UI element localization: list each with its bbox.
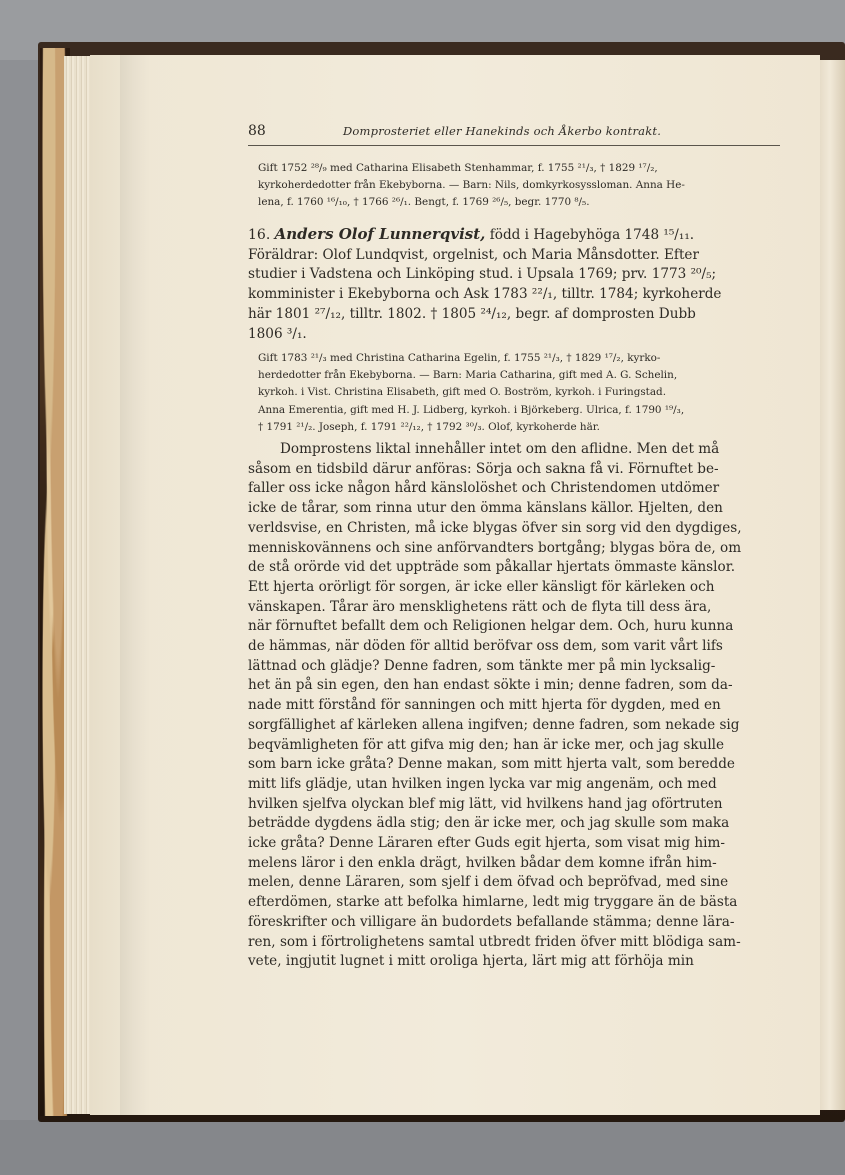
entry-16-first-line <box>248 225 780 246</box>
note-2-line: herdedotter från Ekebyborna. — Barn: Maria Catharina, gift med A. G. Schelin, <box>258 369 678 382</box>
entry-line: 1806 ³/₁. <box>248 325 307 342</box>
paragraph-line: lättnad och glädje? Denne fadren, som tänkte mer på min lycksalig- <box>248 657 716 674</box>
entry-line: komminister i Ekebyborna och Ask 1783 ²²/₁, tilltr. 1784; kyrkoherde <box>248 286 722 303</box>
paragraph-line: het än på sin egen, den han endast sökte i min; denne fadren, som da- <box>248 677 733 694</box>
paragraph-line: föreskrifter och villigare än budordets befallande stämma; denne lära- <box>248 913 735 930</box>
note-2-line: Anna Emerentia, gift med H. J. Lidberg, kyrkoh. i Björkeberg. Ulrica, f. 1790 ¹⁹/₃, <box>258 403 685 416</box>
entry-line: studier i Vadstena och Linköping stud. i Upsala 1769; prv. 1773 ²⁰/₅; <box>248 266 717 283</box>
marriage-note-1 <box>258 160 780 212</box>
paragraph-line: mitt lifs glädje, utan hvilken ingen lycka var mig angenäm, och med <box>248 775 717 792</box>
paragraph-line: icke de tårar, som rinna utur den ömma känslans källor. Hjelten, den <box>248 500 723 517</box>
facing-page-edge <box>820 60 845 1110</box>
entry-16 <box>248 225 780 344</box>
paragraph-line: nade mitt förstånd för sanningen och mitt hjerta för dygden, med en <box>248 697 721 714</box>
paragraph-line: faller oss icke någon hård känslolöshet och Christendomen utdömer <box>248 480 720 497</box>
note-2-line: † 1791 ²¹/₂. Joseph, f. 1791 ²²/₁₂, † 1792 ³⁰/₃. Olof, kyrkoherde här. <box>258 420 600 433</box>
entry-line: här 1801 ²⁷/₁₂, tilltr. 1802. † 1805 ²⁴/₁₂, begr. af domprosten Dubb <box>248 305 696 322</box>
backdrop-bottom <box>0 1120 845 1175</box>
paragraph-line: melen, denne Läraren, som sjelf i dem öfvad och bepröfvad, med sine <box>248 874 729 891</box>
paragraph-line: melens läror i den enkla drägt, hvilken bådar dem komne ifrån him- <box>248 854 717 871</box>
paragraph-line: vete, ingjutit lugnet i mitt oroliga hjerta, lärt mig att förhöja min <box>248 953 694 970</box>
paragraph-line: menniskovännens och sine anförvandters bortgång; blygas böra de, om <box>248 539 742 556</box>
paragraph-line: de stå orörde vid det uppträde som påkallar hjertats ömmaste känslor. <box>248 559 736 576</box>
paragraph-line: vänskapen. Tårar äro mensklighetens rätt och de flyta till dess ära, <box>248 598 712 615</box>
note-1-line: Gift 1752 ²⁸/₉ med Catharina Elisabeth Stenhammar, f. 1755 ²¹/₃, † 1829 ¹⁷/₂, <box>258 162 658 174</box>
gutter-shadow <box>120 55 150 1115</box>
note-2-line: Gift 1783 ²¹/₃ med Christina Catharina Egelin, f. 1755 ²¹/₃, † 1829 ¹⁷/₂, kyrko- <box>258 352 661 364</box>
paragraph-line: såsom en tidsbild därur anföras: Sörja och sakna få vi. Förnuftet be- <box>248 460 719 477</box>
entry-person-name: Anders Olof Lunnerqvist, <box>274 225 486 243</box>
paragraph-line: beträdde dygdens ädla stig; den är icke mer, och jag skulle som maka <box>248 815 730 832</box>
note-2-line: kyrkoh. i Vist. Christina Elisabeth, gift med O. Boström, kyrkoh. i Furingstad. <box>258 386 667 399</box>
marriage-note-2 <box>258 350 780 436</box>
entry-line: född i Hagebyhöga 1748 ¹⁵/₁₁. <box>489 227 695 243</box>
paragraph-line: när förnuftet befallt dem och Religionen helgar dem. Och, huru kunna <box>248 618 734 635</box>
paragraph-line: sorgfällighet af kärleken allena ingifven; denne fadren, som nekade sig <box>248 716 740 733</box>
paragraph-line: verldsvise, en Christen, må icke blygas öfver sin sorg vid den dygdiges, <box>248 519 742 536</box>
paragraph-line: de hämmas, när döden för alltid beröfvar oss dem, som varit vårt lifs <box>248 638 723 655</box>
paragraph-line: hvilken sjelfva olyckan blef mig lätt, vid hvilkens hand jag oförtruten <box>248 795 723 812</box>
page-header <box>248 123 780 146</box>
running-head: Domprosteriet eller Hanekinds och Åkerbo kontrakt. <box>343 124 662 138</box>
paragraph-line: beqvämligheten för att gifva mig den; han är icke mer, och jag skulle <box>248 736 725 753</box>
entry-number: 16. <box>248 227 271 243</box>
paragraph-first-line: Domprostens liktal innehåller intet om den aflidne. Men det må <box>280 441 720 457</box>
note-1-line: lena, f. 1760 ¹⁶/₁₀, † 1766 ²⁶/₁. Bengt, f. 1769 ²⁶/₅, begr. 1770 ⁸/₅. <box>258 196 590 209</box>
paragraph-line: ren, som i förtrolighetens samtal utbredt friden öfver mitt blödiga sam- <box>248 933 741 950</box>
note-1-line: kyrkoherdedotter från Ekebyborna. — Barn: Nils, domkyrkosyssloman. Anna He- <box>258 179 685 192</box>
body-paragraph <box>248 440 780 972</box>
page-number: 88 <box>248 123 266 139</box>
entry-line: Föräldrar: Olof Lundqvist, orgelnist, och Maria Månsdotter. Efter <box>248 246 699 263</box>
paragraph-line: efterdömen, starke att befolka himlarne, ledt mig tryggare än de bästa <box>248 894 738 911</box>
paragraph-line: som barn icke gråta? Denne makan, som mitt hjerta valt, som beredde <box>248 756 735 773</box>
paragraph-line: Ett hjerta orörligt för sorgen, är icke eller känsligt för kärleken och <box>248 578 715 595</box>
paragraph-line: icke gråta? Denne Läraren efter Guds egit hjerta, som visat mig him- <box>248 835 725 852</box>
